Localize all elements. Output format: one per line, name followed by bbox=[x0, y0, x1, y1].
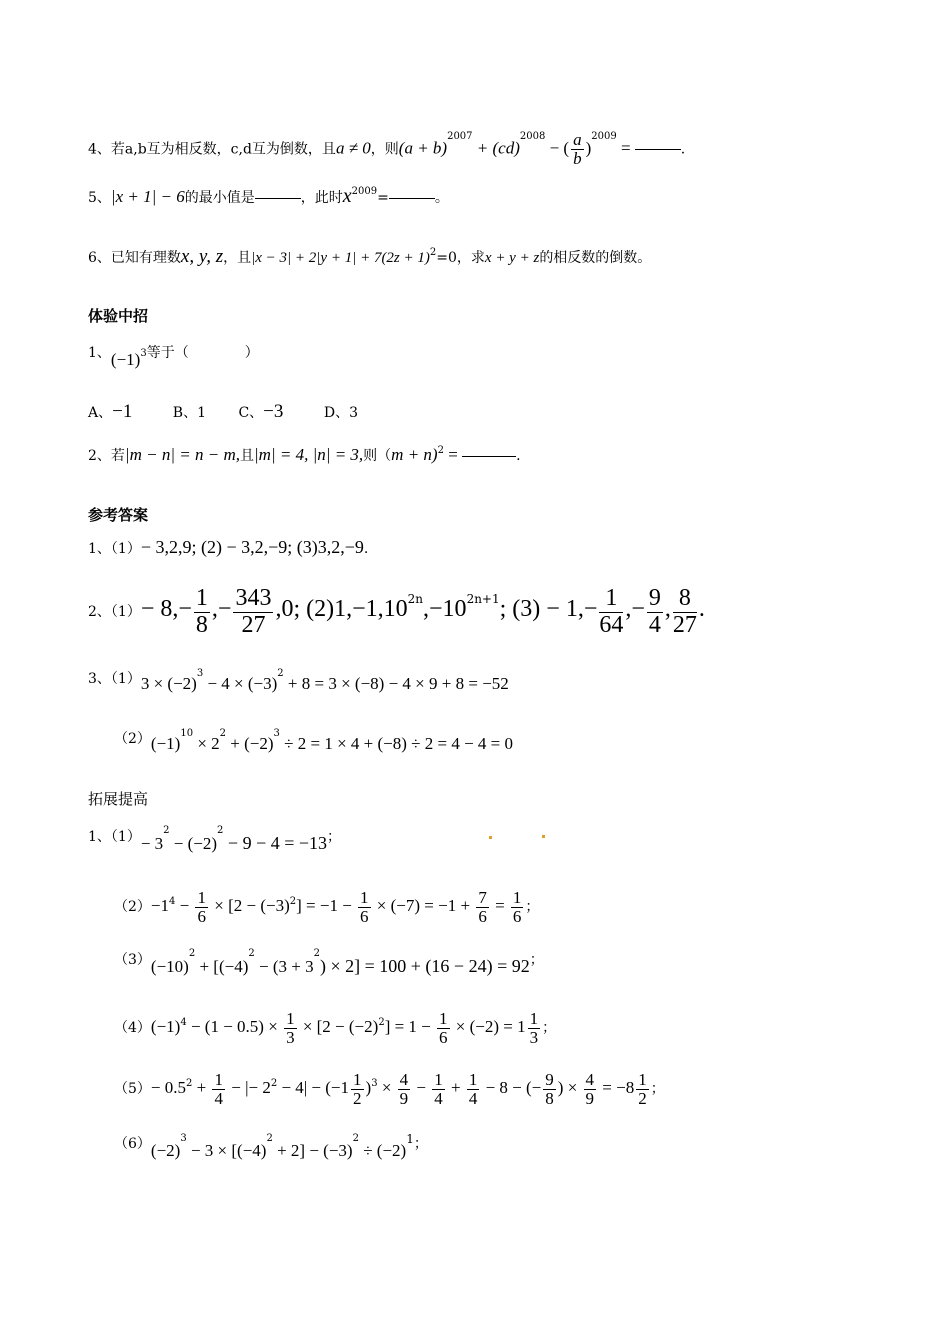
exam-question-2 bbox=[88, 445, 521, 466]
b4-number: （4） bbox=[114, 1020, 151, 1036]
b5-frac-4: $\frac{1}{4}$ bbox=[434, 1069, 443, 1108]
e2-eq: = bbox=[443, 445, 463, 464]
b5-exp-2: 2 bbox=[270, 1078, 278, 1089]
q4-number: 4、 bbox=[88, 141, 111, 158]
b2-number: （2） bbox=[114, 899, 151, 915]
e1-expr: (−1) bbox=[110, 350, 141, 369]
b5-end: ； bbox=[650, 1081, 665, 1097]
answer-3-1 bbox=[88, 668, 509, 693]
q4-exp-2: 2008 bbox=[519, 131, 546, 142]
e2-exp: 2 bbox=[437, 445, 444, 456]
b5-p7: − bbox=[412, 1078, 431, 1097]
b3-exp-3: 2 bbox=[313, 948, 320, 959]
a2-part-3: ,0; (2)1,−1,10 bbox=[275, 596, 408, 622]
a2-frac-5: $\frac{8}{27}$ bbox=[672, 585, 697, 638]
q4-then: ，则 bbox=[370, 141, 399, 158]
b2-frac-1: $\frac{1}{6}$ bbox=[197, 887, 206, 926]
extension-5 bbox=[114, 1067, 665, 1110]
e2-expr-3: m + n) bbox=[391, 445, 438, 464]
b5-exp-3: 3 bbox=[371, 1078, 378, 1089]
b6-number: （6） bbox=[114, 1136, 151, 1152]
b2-p5: × (−7) = −1 + bbox=[372, 896, 475, 915]
b5-number: （5） bbox=[114, 1081, 151, 1097]
b5-p6: × bbox=[377, 1078, 396, 1097]
b3-p3: − (3 + 3 bbox=[254, 957, 314, 976]
q4-fraction: $\frac{a}{b}$ bbox=[573, 130, 582, 168]
q4-expr-b: + (cd) bbox=[472, 138, 520, 158]
b5-p10: ) × bbox=[557, 1078, 582, 1097]
a3-1-number: 3、（1） bbox=[88, 671, 141, 687]
e2-blank bbox=[462, 455, 516, 457]
q6-text-1: 已知有理数 bbox=[110, 250, 181, 266]
exam-question-1 bbox=[88, 342, 259, 369]
b2-frac-3: $\frac{7}{6}$ bbox=[478, 887, 487, 926]
b6-p3: + 2] − (−3) bbox=[272, 1141, 353, 1160]
section-heading-extension: 拓展提高 bbox=[88, 790, 149, 808]
b5-frac-2: $\frac{1}{2}$ bbox=[353, 1069, 362, 1108]
e2-end: . bbox=[516, 448, 521, 464]
q5-expr: |x + 1| − 6 bbox=[110, 187, 185, 206]
b4-p3: × [2 − (−2) bbox=[298, 1017, 379, 1036]
a3-2-p3: + (−2) bbox=[226, 734, 274, 753]
q4-blank bbox=[635, 148, 681, 150]
b1-end: ； bbox=[327, 829, 342, 845]
b5-frac-5: $\frac{1}{4}$ bbox=[468, 1069, 478, 1108]
q6-number: 6、 bbox=[88, 250, 111, 266]
a1-expr: − 3,2,9; (2) − 3,2,−9; (3)3,2,−9 bbox=[140, 537, 364, 557]
q6-vars: x, y, z bbox=[180, 246, 224, 267]
a3-1-p2: − 4 × (−3) bbox=[203, 674, 278, 693]
option-c-value: −3 bbox=[263, 401, 284, 422]
q4-end: . bbox=[680, 141, 686, 158]
b2-p3: × [2 − (−3) bbox=[209, 896, 290, 915]
b3-exp-2: 2 bbox=[248, 948, 255, 959]
q5-end: 。 bbox=[434, 190, 449, 206]
b2-p1: −1 bbox=[150, 896, 170, 915]
b5-p4: − 4| − (−1 bbox=[277, 1078, 350, 1097]
a2-part-1: − 8,− bbox=[140, 596, 192, 622]
b5-p9: − 8 − (− bbox=[481, 1078, 542, 1097]
b4-p1: (−1) bbox=[150, 1017, 181, 1036]
a2-frac-4: $\frac{9}{4}$ bbox=[648, 585, 661, 638]
a2-exp-2: 2n+1 bbox=[466, 592, 500, 606]
e2-then: 则（ bbox=[363, 448, 392, 464]
extension-4 bbox=[114, 1006, 556, 1049]
a2-end: . bbox=[698, 596, 705, 622]
question-6 bbox=[88, 247, 651, 268]
b2-p6: = bbox=[490, 896, 509, 915]
q4-condition: a ≠ 0 bbox=[335, 138, 371, 158]
q5-exp: 2009 bbox=[351, 186, 378, 197]
b3-p1: (−10) bbox=[150, 957, 189, 976]
option-b: B、1 bbox=[172, 405, 206, 421]
b6-p2: − 3 × [(−4) bbox=[186, 1141, 267, 1160]
b3-number: （3） bbox=[114, 952, 151, 968]
a3-1-p3: + 8 = 3 × (−8) − 4 × 9 + 8 = −52 bbox=[283, 674, 509, 693]
decorative-dot bbox=[542, 835, 545, 838]
a3-2-p1: (−1) bbox=[150, 734, 181, 753]
extension-1 bbox=[88, 825, 342, 853]
b5-frac-1: $\frac{1}{4}$ bbox=[214, 1069, 223, 1108]
b2-p2: − bbox=[175, 896, 194, 915]
q4-exp-1: 2007 bbox=[447, 131, 473, 142]
section-heading-exam: 体验中招 bbox=[88, 307, 149, 325]
b1-number: 1、（1） bbox=[88, 829, 141, 845]
a2-frac-1: $\frac{1}{8}$ bbox=[195, 585, 208, 638]
question-4 bbox=[88, 131, 685, 168]
b5-frac-6: $\frac{9}{8}$ bbox=[545, 1069, 554, 1108]
b4-p4: ] = 1 − bbox=[384, 1017, 436, 1036]
option-d: D、3 bbox=[323, 405, 358, 421]
section-heading-answers: 参考答案 bbox=[88, 506, 149, 524]
b4-p5: × (−2) = 1 bbox=[451, 1017, 526, 1036]
q6-text-2: ，且 bbox=[223, 250, 252, 266]
a1-number: 1、（1） bbox=[88, 541, 141, 557]
b5-frac-7: $\frac{4}{9}$ bbox=[585, 1069, 595, 1108]
b5-p3: − |− 2 bbox=[226, 1078, 271, 1097]
b6-exp-1: 3 bbox=[180, 1133, 187, 1144]
e1-number: 1、 bbox=[88, 345, 111, 361]
q4-expr-d: ) bbox=[585, 138, 592, 158]
q5-blank-2 bbox=[389, 197, 435, 199]
b5-frac-8: $\frac{1}{2}$ bbox=[638, 1069, 647, 1108]
q5-mid: ，此时 bbox=[300, 190, 343, 206]
extension-6 bbox=[114, 1132, 428, 1160]
q4-text: 若a,b互为相反数，c,d互为倒数，且 bbox=[110, 141, 336, 158]
a2-frac-3: $\frac{1}{64}$ bbox=[599, 585, 624, 638]
b3-exp-1: 2 bbox=[188, 948, 196, 959]
a3-2-number: （2） bbox=[114, 731, 151, 747]
a3-2-exp-3: 3 bbox=[273, 728, 280, 739]
b6-p4: ÷ (−2) bbox=[358, 1141, 407, 1160]
e1-exp: 3 bbox=[140, 348, 147, 359]
a2-part-6: ,− bbox=[625, 596, 645, 622]
a2-part-7: , bbox=[664, 596, 671, 622]
b2-exp-1: 4 bbox=[169, 896, 176, 907]
b5-p5: ) bbox=[365, 1078, 372, 1097]
b5-frac-3: $\frac{4}{9}$ bbox=[399, 1069, 409, 1108]
b4-end: ； bbox=[542, 1020, 557, 1036]
a2-frac-2: $\frac{343}{27}$ bbox=[235, 585, 272, 638]
b4-frac-2: $\frac{1}{6}$ bbox=[439, 1008, 448, 1047]
q6-text-3: 的相反数的倒数。 bbox=[539, 250, 652, 266]
option-a-label: A、 bbox=[88, 405, 113, 421]
option-c-label: C、 bbox=[238, 405, 264, 421]
answer-3-2 bbox=[114, 728, 514, 753]
a2-part-4: ,−10 bbox=[423, 596, 467, 622]
q4-exp-3: 2009 bbox=[591, 131, 617, 142]
b5-p8: + bbox=[446, 1078, 465, 1097]
decorative-dot bbox=[489, 836, 492, 839]
e2-expr-2: |m| = 4, |n| = 3, bbox=[254, 445, 364, 464]
a2-number: 2、（1） bbox=[88, 604, 141, 620]
q6-exp: 2 bbox=[429, 247, 437, 258]
b3-end: ； bbox=[529, 952, 544, 968]
b6-exp-3: 2 bbox=[352, 1133, 359, 1144]
e2-expr-1: |m − n| = n − m, bbox=[124, 445, 240, 464]
q6-expr: |x − 3| + 2|y + 1| + 7(2z + 1) bbox=[251, 250, 430, 266]
b3-p2: + [(−4) bbox=[195, 957, 249, 976]
b2-frac-2: $\frac{1}{6}$ bbox=[360, 887, 369, 926]
a3-1-p1: 3 × (−2) bbox=[140, 674, 197, 693]
b4-exp-1: 4 bbox=[180, 1017, 187, 1028]
b5-p2: + bbox=[192, 1078, 211, 1097]
exam-options bbox=[88, 402, 358, 423]
question-5 bbox=[88, 186, 449, 208]
q5-number: 5、 bbox=[88, 190, 111, 206]
a2-part-5: ; (3) − 1,− bbox=[499, 596, 598, 622]
q6-eq0: =0，求 bbox=[436, 250, 485, 266]
e2-number: 2、若 bbox=[88, 448, 125, 464]
q6-sum: x + y + z bbox=[484, 250, 540, 266]
e1-text: 等于（ bbox=[146, 345, 189, 361]
b1-p2: − (−2) bbox=[169, 834, 218, 853]
b6-end: ； bbox=[413, 1136, 428, 1152]
b2-end: ； bbox=[525, 899, 540, 915]
a2-part-2: ,− bbox=[211, 596, 232, 622]
b4-p2: − (1 − 0.5) × bbox=[186, 1017, 283, 1036]
b1-exp-2: 2 bbox=[217, 825, 224, 836]
a3-2-exp-1: 10 bbox=[180, 728, 194, 739]
answer-2 bbox=[88, 584, 705, 638]
b2-frac-4: $\frac{1}{6}$ bbox=[512, 887, 522, 926]
a3-2-p4: ÷ 2 = 1 × 4 + (−8) ÷ 2 = 4 − 4 = 0 bbox=[279, 734, 514, 753]
a2-exp-1: 2n bbox=[407, 592, 424, 606]
a3-2-exp-2: 2 bbox=[219, 728, 227, 739]
a3-2-p2: × 2 bbox=[193, 734, 220, 753]
b1-p3: − 9 − 4 = −13 bbox=[223, 833, 328, 853]
q4-expr-c: − ( bbox=[545, 138, 570, 158]
b4-frac-1: $\frac{1}{3}$ bbox=[286, 1008, 295, 1047]
b2-p4: ] = −1 − bbox=[296, 896, 357, 915]
b5-p11: = −8 bbox=[598, 1078, 635, 1097]
b5-p1: − 0.5 bbox=[150, 1078, 187, 1097]
a3-1-exp-1: 3 bbox=[196, 668, 204, 679]
extension-2 bbox=[114, 885, 539, 928]
q5-eq: = bbox=[377, 190, 389, 206]
b1-p1: − 3 bbox=[140, 834, 164, 853]
extension-3 bbox=[114, 948, 544, 976]
q4-expr-a: (a + b) bbox=[398, 138, 448, 158]
b6-exp-2: 2 bbox=[266, 1133, 273, 1144]
a1-end: . bbox=[363, 541, 369, 557]
a3-1-exp-2: 2 bbox=[277, 668, 284, 679]
b3-p4: ) × 2] = 100 + (16 − 24) = 92 bbox=[319, 956, 530, 976]
e2-mid: 且 bbox=[240, 448, 254, 464]
q5-x: x bbox=[342, 185, 352, 207]
q5-blank-1 bbox=[255, 197, 301, 199]
q5-text: 的最小值是 bbox=[184, 190, 255, 206]
option-a-value: −1 bbox=[112, 401, 133, 422]
b1-exp-1: 2 bbox=[163, 825, 170, 836]
b5-exp-1: 2 bbox=[186, 1078, 193, 1089]
b6-p1: (−2) bbox=[150, 1141, 181, 1160]
b2-exp-2: 2 bbox=[289, 896, 297, 907]
b4-exp-2: 2 bbox=[378, 1017, 385, 1028]
b6-exp-4: 1 bbox=[406, 1132, 414, 1146]
answer-1 bbox=[88, 537, 368, 559]
e1-close: ） bbox=[244, 345, 259, 361]
b4-frac-3: $\frac{1}{3}$ bbox=[529, 1008, 539, 1047]
q4-equals: = bbox=[616, 138, 635, 158]
